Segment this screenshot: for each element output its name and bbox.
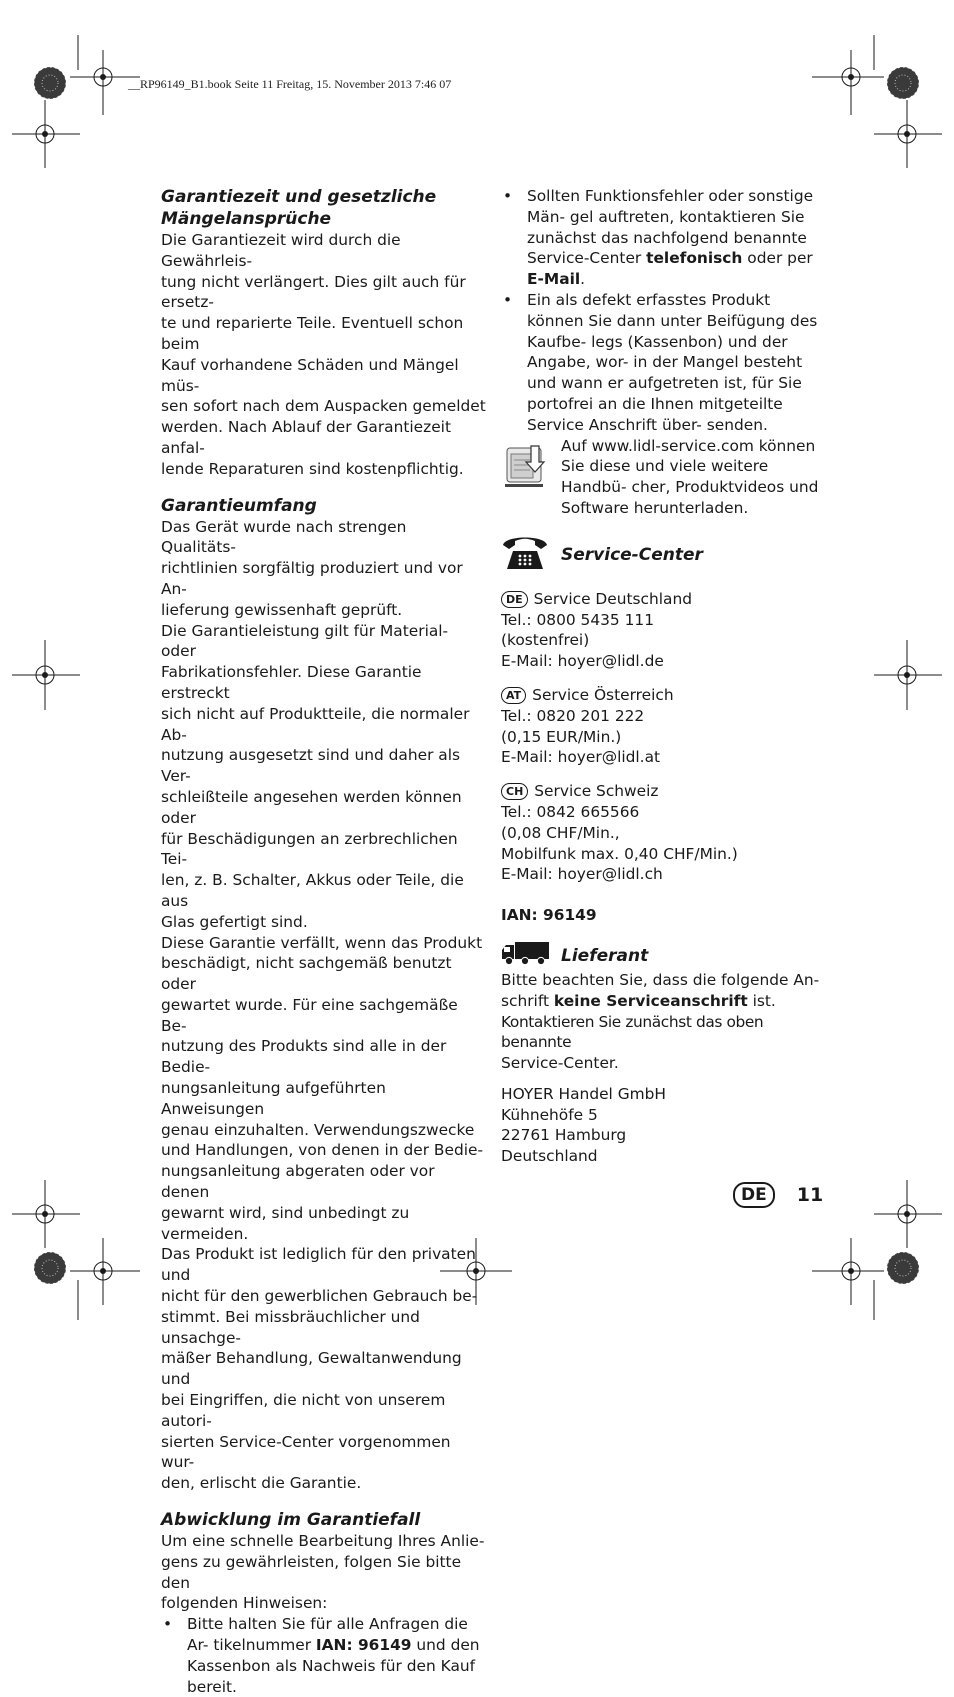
text-line: lende Reparaturen sind kostenpflichtig. [161,459,464,478]
text-line: sen sofort nach dem Auspacken gemeldet [161,397,486,416]
rate-note: (kostenfrei) [501,631,590,650]
section-title-guarantee-scope: Garantieumfang [161,495,317,516]
address-line: HOYER Handel GmbH [501,1084,666,1103]
country-badge-de: DE [501,591,528,608]
list-item: • Bitte halten Sie für alle Anfragen die Ar- tikelnummer IAN: 96149 und den Kassenbon als Nachweis für den Kauf bereit. [161,1614,486,1697]
right-column [501,186,831,1167]
phone-number: Tel.: 0842 665566 [501,802,640,821]
rate-note: (0,08 CHF/Min., [501,823,620,842]
text-line: bei Eingriffen, die nicht von unserem autori- [161,1391,446,1430]
text-line: Fabrikationsfehler. Diese Garantie erstreckt [161,663,422,702]
country-badge-ch: CH [501,783,528,800]
rate-note: (0,15 EUR/Min.) [501,727,622,746]
telephone-icon [501,533,549,571]
text-line: Diese Garantie verfällt, wenn das Produkt [161,933,483,952]
address-line: Kühnehöfe 5 [501,1105,598,1124]
text-line: Um eine schnelle Bearbeitung Ihres Anlie- [161,1532,485,1551]
section-title-service-center: Service-Center [561,544,703,565]
supplier-heading [501,942,831,970]
list-item: • Sollten Funktionsfehler oder sonstige Män- gel auftreten, kontaktieren Sie zunächst das nachfolgend benannte Service-Center telefonisch oder per E-Mail. [501,186,831,290]
text-line: und Handlungen, von denen in der Bedie- [161,1141,484,1160]
email-address: E-Mail: hoyer@lidl.at [501,748,661,767]
text-line: mäßer Behandlung, Gewaltanwendung und [161,1349,462,1389]
section-title-supplier: Lieferant [561,945,649,966]
text-line: für Beschädigungen an zerbrechlichen Tei- [161,829,458,869]
supplier-note: Bitte beachten Sie, dass die folgende An- schrift keine Serviceanschrift ist. Kontaktieren Sie zunächst das oben benannte Service-Center. [501,970,831,1074]
text-line: lieferung gewissenhaft geprüft. [161,600,403,619]
ian-number: IAN: 96149 [501,906,597,925]
guarantee-handling-text [161,1531,486,1614]
phone-number: Tel.: 0800 5435 111 [501,610,654,629]
text-line: Die Garantiezeit wird durch die Gewährleis- [161,231,401,270]
text-line: richtlinien sorgfältig produziert und vor An- [161,559,463,598]
text-line: gens zu gewährleisten, folgen Sie bitte den [161,1552,462,1592]
service-center-heading [501,535,831,575]
text-line: tung nicht verlängert. Dies gilt auch für ersetz- [161,272,466,312]
service-germany: DE Service Deutschland Tel.: 0800 5435 111 (kostenfrei) E-Mail: hoyer@lidl.de [501,589,831,672]
text-line: gewartet wurde. Für eine sachgemäße Be- [161,995,458,1035]
text-line: Bitte beachten Sie, dass die folgende An- [501,970,820,989]
text-line: Die Garantieleistung gilt für Material- oder [161,621,449,661]
page-footer [733,1182,823,1208]
text-line: den, erlischt die Garantie. [161,1474,362,1493]
phone-number: Tel.: 0820 201 222 [501,706,645,725]
supplier-address [501,1084,831,1167]
text-line: Das Produkt ist lediglich für den privaten und [161,1245,476,1285]
country-badge-at: AT [501,687,526,704]
text-line: nungsanleitung abgeraten oder vor denen [161,1162,435,1202]
text-line: genau einzuhalten. Verwendungszwecke [161,1120,475,1139]
service-switzerland: CH Service Schweiz Tel.: 0842 665566 (0,08 CHF/Min., Mobilfunk max. 0,40 CHF/Min.) E-Mail: hoyer@lidl.ch [501,781,831,885]
text-line: werden. Nach Ablauf der Garantiezeit anfal- [161,418,451,457]
address-line: 22761 Hamburg [501,1126,627,1145]
language-badge: DE [733,1182,775,1208]
left-column [161,186,486,1697]
list-item: • Ein als defekt erfasstes Produkt können Sie dann unter Beifügung des Kaufbe- legs (Kassenbon) und der Angabe, wor- in der Mangel besteht und wann er aufgetreten ist, für Sie portofrei an die Ihnen mitgeteilte Service Anschrift über- senden. [501,290,831,436]
page-number: 11 [796,1184,824,1206]
text-line: beschädigt, nicht sachgemäß benutzt oder [161,954,452,994]
service-austria: AT Service Österreich Tel.: 0820 201 222 (0,15 EUR/Min.) E-Mail: hoyer@lidl.at [501,685,831,768]
text-line: Kontaktieren Sie zunächst das oben benannte [501,1012,764,1052]
download-note-text: Auf www.lidl-service.com können Sie diese und viele weitere Handbü- cher, Produktvideos und Software herunterladen. [561,436,819,517]
email-address: E-Mail: hoyer@lidl.de [501,652,664,671]
text-line: nicht für den gewerblichen Gebrauch be- [161,1287,478,1306]
address-line: Deutschland [501,1147,598,1166]
email-address: E-Mail: hoyer@lidl.ch [501,865,663,884]
book-header-line: __RP96149_B1.book Seite 11 Freitag, 15. November 2013 7:46 07 [128,77,452,91]
text-line: Das Gerät wurde nach strengen Qualitäts- [161,517,407,557]
text-line: schleißteile angesehen werden können oder [161,787,462,827]
text-line: te und reparierte Teile. Eventuell schon beim [161,314,464,353]
rate-note: Mobilfunk max. 0,40 CHF/Min.) [501,844,738,863]
section-title-guarantee-period: Garantiezeit und gesetzliche Mängelansprüche [161,187,437,229]
text-line: len, z. B. Schalter, Akkus oder Teile, die aus [161,871,464,910]
text-line: sierten Service-Center vorgenommen wur- [161,1432,451,1472]
service-bullet-list [501,186,831,436]
text-line: gewarnt wird, sind unbedingt zu vermeiden. [161,1203,410,1243]
download-manual-icon [503,442,551,490]
text-line: sich nicht auf Produktteile, die normaler Ab- [161,704,470,744]
text-line: nungsanleitung aufgeführten Anweisungen [161,1079,386,1118]
text-line: nutzung ausgesetzt sind und daher als Ver- [161,746,461,786]
download-note [501,436,831,519]
guarantee-period-text [161,230,486,480]
text-line: stimmt. Bei missbräuchlicher und unsachge- [161,1307,420,1347]
text-line: Service-Center. [501,1054,619,1073]
text-line: Kauf vorhandene Schäden und Mängel müs- [161,355,459,395]
section-title-guarantee-handling: Abwicklung im Garantiefall [161,1510,421,1531]
handling-bullet-list [161,1614,486,1697]
guarantee-scope-text [161,517,486,1494]
text-line: Glas gefertigt sind. [161,912,308,931]
text-line: folgenden Hinweisen: [161,1594,328,1613]
text-line: nutzung des Produkts sind alle in der Bedie- [161,1037,447,1077]
delivery-truck-icon [501,940,551,966]
